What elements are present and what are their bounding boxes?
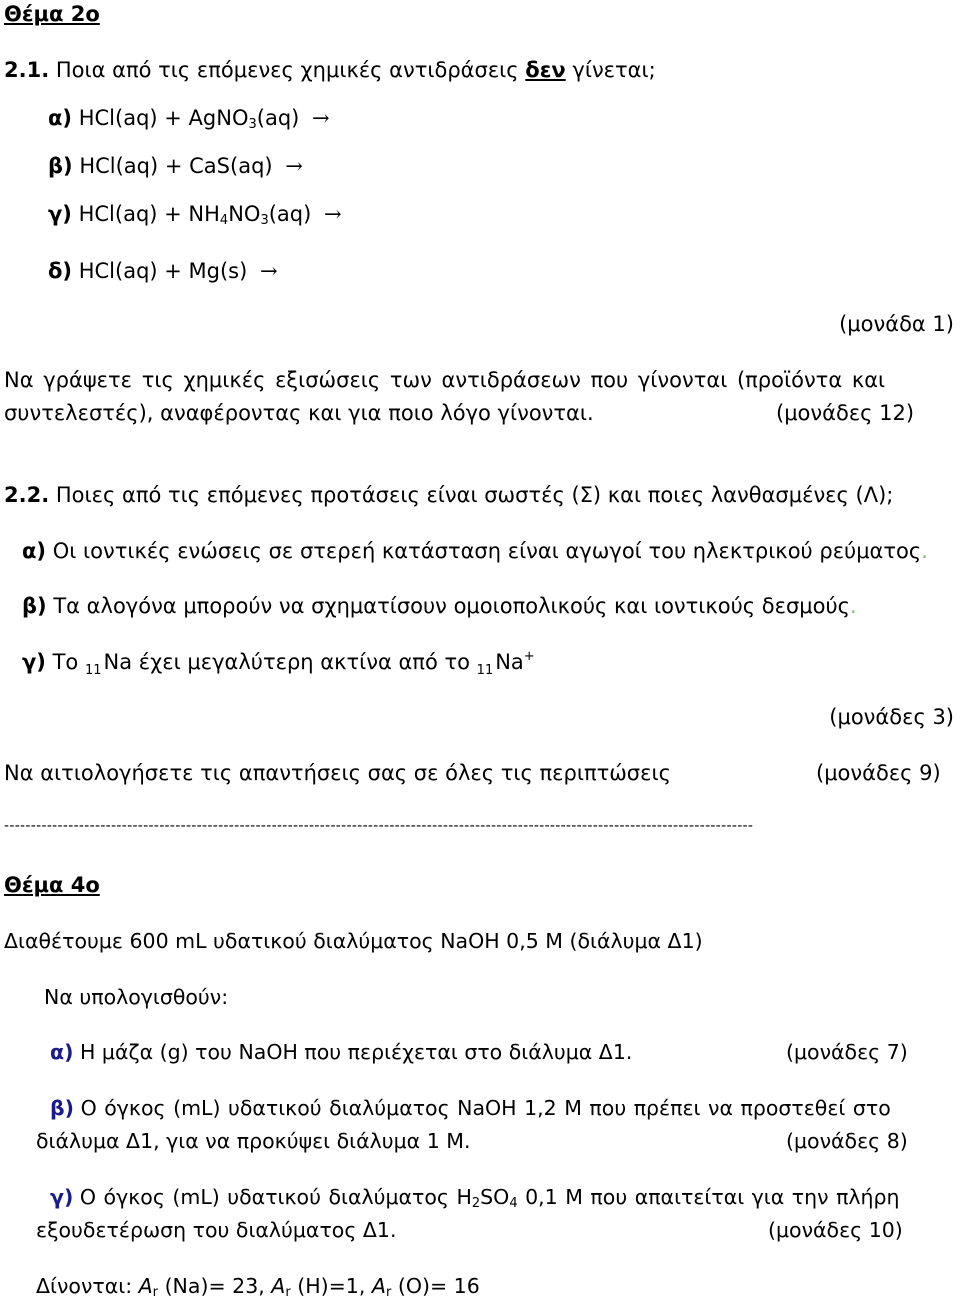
relative-mass-symbol: A	[271, 1274, 286, 1298]
reaction-arrow-icon: →	[324, 202, 342, 226]
topic4-intro: Διαθέτουμε 600 mL υδατικού διαλύματος NaOH 0,5 M (διάλυμα Δ1)	[4, 929, 703, 953]
relative-mass-symbol: A	[371, 1274, 386, 1298]
atomic-number: 11	[476, 663, 494, 678]
divider: --------------------------------------------------------------------------------------------------------------------------------------------	[4, 818, 754, 834]
justify-instruction: Να αιτιολογήσετε τις απαντήσεις σας σε όλες τις περιπτώσεις	[4, 761, 671, 785]
atomic-number: 11	[84, 663, 102, 678]
part-b-line-2: διάλυμα Δ1, για να προκύψει διάλυμα 1 M.	[36, 1129, 471, 1153]
points-3: (μονάδες 3)	[829, 705, 954, 729]
question-emphasis: δεν	[525, 58, 566, 82]
topic4-calc: Να υπολογισθούν:	[44, 985, 229, 1009]
topic4-title: Θέμα 4ο	[4, 873, 100, 897]
question-text: Ποιες από τις επόμενες προτάσεις είναι σωστές (Σ) και ποιες λανθασμένες (Λ);	[55, 483, 894, 507]
subscript: r	[152, 1285, 159, 1300]
charge: +	[523, 649, 535, 664]
question-2-1	[4, 56, 656, 84]
reaction-text: HCl(aq) + AgNO	[78, 106, 249, 130]
part-label: γ)	[50, 1185, 74, 1209]
subscript: 4	[219, 213, 229, 228]
reaction-tail: (aq)	[256, 106, 300, 130]
reaction-mid: NO	[228, 202, 261, 226]
given-value: (H)=1,	[297, 1274, 366, 1298]
instructions-line-1	[4, 366, 955, 394]
part-c-line-2: εξουδετέρωση του διαλύματος Δ1.	[36, 1218, 397, 1242]
part-b-points: (μονάδες 8)	[786, 1129, 908, 1153]
part-text: 0,1 M που απαιτείται για την πλήρη	[517, 1185, 900, 1209]
question-2-2	[4, 481, 893, 509]
reaction-text: HCl(aq) + Mg(s)	[78, 259, 248, 283]
option-d	[48, 257, 278, 285]
given-value: (Na)= 23,	[164, 1274, 265, 1298]
subscript: r	[385, 1285, 392, 1300]
statement-label: α)	[22, 539, 47, 563]
points-2: (μονάδες 12)	[776, 401, 915, 425]
statement-text: Na	[495, 650, 524, 674]
reaction-tail: (aq)	[268, 202, 312, 226]
reaction-text: HCl(aq) + NH	[78, 202, 220, 226]
subscript: 4	[509, 1196, 518, 1211]
reaction-arrow-icon: →	[285, 154, 303, 178]
option-label: δ)	[48, 259, 73, 283]
question-text-end: γίνεται;	[572, 58, 656, 82]
option-a	[48, 104, 330, 132]
part-c-points: (μονάδες 10)	[768, 1218, 903, 1242]
subscript: r	[285, 1285, 291, 1300]
statement-c	[22, 648, 535, 685]
statement-b	[22, 592, 857, 620]
subscript: 3	[248, 117, 257, 132]
instructions-line-2	[4, 399, 594, 427]
instructions-text: Να γράψετε τις χημικές εξισώσεις των αντιδράσεων που γίνονται (προϊόντα και	[4, 368, 886, 392]
topic2-title: Θέμα 2ο	[4, 2, 100, 26]
statement-text: Το	[52, 650, 79, 674]
part-label: α)	[50, 1040, 74, 1064]
option-label: α)	[48, 106, 73, 130]
question-number: 2.1.	[4, 58, 50, 82]
part-b-line-1	[50, 1094, 891, 1122]
part-c-line-1	[50, 1183, 900, 1211]
part-text: Ο όγκος (mL) υδατικού διαλύματος NaOH 1,2 M που πρέπει να προστεθεί στο	[80, 1096, 891, 1120]
part-label: β)	[50, 1096, 75, 1120]
statement-period: .	[850, 594, 857, 618]
points-4: (μονάδες 9)	[816, 761, 941, 785]
reaction-arrow-icon: →	[312, 106, 330, 130]
points-1: (μονάδα 1)	[839, 312, 954, 336]
option-c	[48, 200, 342, 228]
statement-text: Οι ιοντικές ενώσεις σε στερεή κατάσταση είναι αγωγοί του ηλεκτρικού ρεύματος	[52, 539, 922, 563]
subscript: 3	[260, 213, 269, 228]
part-text: Ο όγκος (mL) υδατικού διαλύματος H	[79, 1185, 472, 1209]
given-data	[36, 1272, 480, 1300]
statement-label: γ)	[22, 650, 46, 674]
statement-text: Τα αλογόνα μπορούν να σχηματίσουν ομοιοπολικούς και ιοντικούς δεσμούς	[53, 594, 850, 618]
part-a-points: (μονάδες 7)	[786, 1040, 908, 1064]
instructions-text: συντελεστές), αναφέροντας και για ποιο λόγο γίνονται.	[4, 401, 594, 425]
part-text: Η μάζα (g) του NaOH που περιέχεται στο διάλυμα Δ1.	[79, 1040, 633, 1064]
statement-label: β)	[22, 594, 47, 618]
statement-period: .	[921, 539, 928, 563]
option-label: β)	[48, 154, 73, 178]
relative-mass-symbol: A	[138, 1274, 153, 1298]
statement-a	[22, 537, 928, 565]
option-label: γ)	[48, 202, 72, 226]
statement-text: Na έχει μεγαλύτερη ακτίνα από το	[103, 650, 470, 674]
part-text: SO	[480, 1185, 510, 1209]
question-number: 2.2.	[4, 483, 50, 507]
subscript: 2	[471, 1196, 481, 1211]
reaction-text: HCl(aq) + CaS(aq)	[79, 154, 273, 178]
part-a	[50, 1038, 632, 1066]
option-b	[48, 152, 303, 180]
given-value: (O)= 16	[397, 1274, 480, 1298]
reaction-arrow-icon: →	[260, 259, 278, 283]
question-text: Ποια από τις επόμενες χημικές αντιδράσεις	[55, 58, 519, 82]
given-label: Δίνονται:	[36, 1274, 133, 1298]
